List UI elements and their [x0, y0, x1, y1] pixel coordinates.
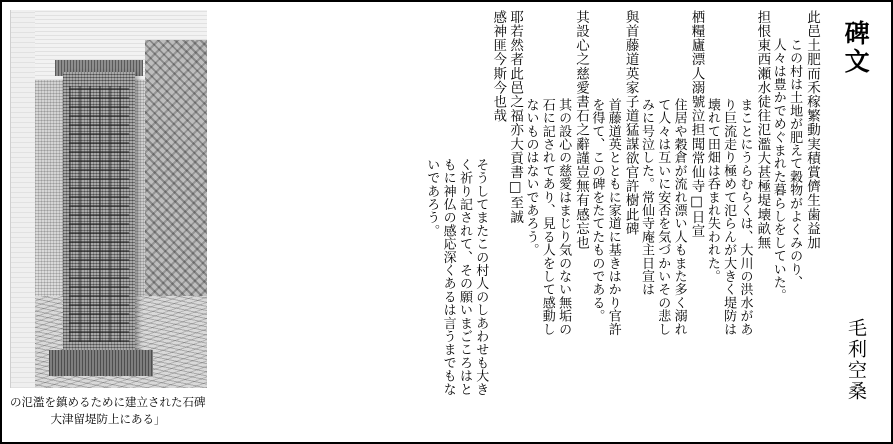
yomi-column-17: いであろう。: [424, 158, 440, 238]
photo-left-margin: [11, 10, 35, 388]
photo-trees: [145, 40, 207, 300]
photo-caption: [10, 394, 206, 429]
title-block: [819, 2, 891, 442]
kanbun-column-3: 栖糧廬漂人溺號泣担聞常仙寺□日宣: [688, 10, 705, 239]
kanbun-column-2: 担恨東西瀬水徒往氾濫大甚極堤壊畝無: [754, 10, 771, 250]
yomi-column-16: もに神仏の感応深くあるは言うまでもな: [440, 158, 456, 396]
vertical-text-body: [214, 8, 819, 438]
yomi-column-3: まことにうらむらくは、大川の洪水があ: [737, 98, 753, 336]
stone-monument-photo: [10, 10, 207, 388]
kanbun-column-4: 與首藤道英家子道猛謀欲官許樹此碑: [622, 10, 639, 236]
yomi-column-14: そうしてまたこの村人のしあわせも大き: [473, 158, 489, 396]
kanbun-column-1: 此邑土肥而禾稼繁動実積賞儕生歯益加: [804, 10, 820, 250]
yomi-column-12: 石に記されてあり、見る人をして感動し: [539, 98, 555, 336]
kanbun-column-6: 耶若然者此邑之福亦大貢書□至誠: [507, 10, 524, 224]
monument-photo-panel: [10, 10, 206, 438]
yomi-column-1: この村は土地が肥えて穀物がよくみのり、: [787, 38, 803, 289]
yomi-column-4: り巨流走り極めて氾らんが大きく堤防は: [721, 98, 737, 336]
author-name: 毛利空桑: [844, 318, 867, 402]
monument-base: [49, 350, 153, 376]
photo-caption-line-2: 大津留堤防上にある」: [50, 412, 166, 427]
kanbun-column-5: 其設心之慈愛書石之辭謹豈無有感忘也: [573, 10, 590, 250]
page-title: 碑文: [841, 20, 871, 76]
yomi-column-2: 人々は豊かでめぐまれた暮らしをしていた。: [770, 38, 786, 302]
yomi-column-8: みに号泣した。常仙寺庵主日宣は: [638, 98, 654, 296]
monument-inscription: [69, 86, 129, 342]
yomi-column-5: 壊れて田畑は呑まれ失われた。: [704, 98, 720, 283]
yomi-column-15: く祈り記されて、その願いまごころはと: [456, 158, 472, 396]
yomi-column-7: て人々は互いに安否を気づかいその悲し: [655, 98, 671, 336]
photo-caption-line-1: の氾濫を鎮めるために建立された石碑: [10, 395, 206, 409]
yomi-column-6: 住居や穀倉が流れ漂い人もまた多く溺れ: [671, 98, 687, 336]
yomi-column-9: 首藤道英とともに家道に基きはかり官許: [605, 98, 621, 336]
yomi-column-10: を得て、この碑をたてたものである。: [589, 98, 605, 323]
yomi-column-11: 其の設心の慈愛はまじり気のない無垢の: [556, 98, 572, 336]
yomi-column-13: ないものはないであろう。: [523, 98, 539, 257]
kanbun-column-7: 感神匪今斯今也哉: [490, 10, 507, 123]
